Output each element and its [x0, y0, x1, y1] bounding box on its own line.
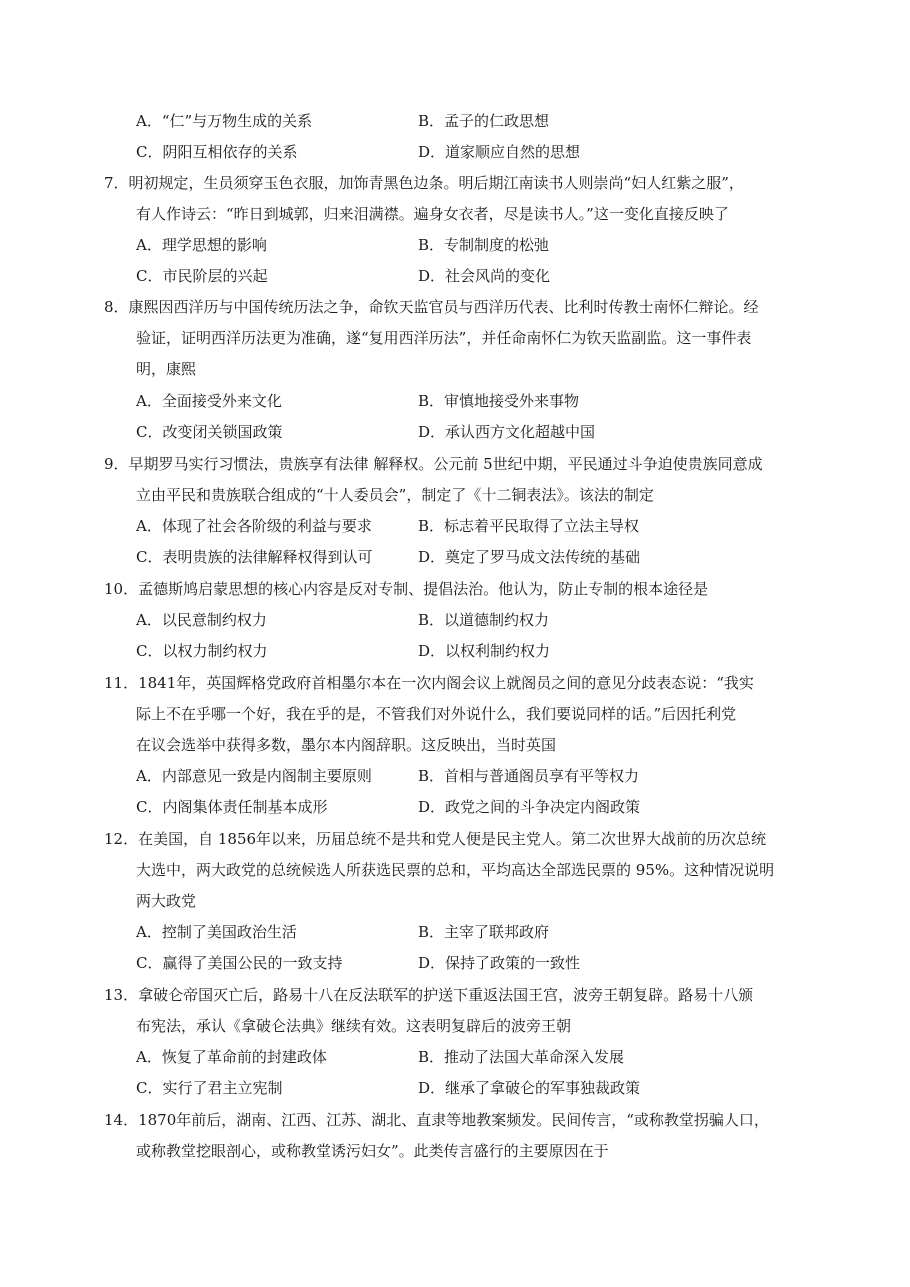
q8-stem-line-1: 8．康熙因西洋历与中国传统历法之争，命钦天监官员与西洋历代表、比利时传教士南怀仁辩论。经	[104, 298, 759, 316]
q12-stem-line-3: 两大政党	[136, 892, 197, 910]
q6-option-d: D．道家顺应自然的思想	[418, 143, 581, 161]
q8-option-b: B．审慎地接受外来事物	[418, 392, 580, 410]
q6-option-c: C．阴阳互相依存的关系	[136, 143, 298, 161]
q12-option-a: A．控制了美国政治生活	[136, 923, 297, 941]
q13-option-d: D．继承了拿破仑的军事独裁政策	[418, 1079, 641, 1097]
q7-option-a: A．理学思想的影响	[136, 236, 267, 254]
q10-stem-line-1: 10．孟德斯鸠启蒙思想的核心内容是反对专制、提倡法治。他认为，防止专制的根本途径是	[104, 580, 709, 598]
q10-option-b: B．以道德制约权力	[418, 611, 550, 629]
q13-stem-line-1: 13．拿破仑帝国灭亡后，路易十八在反法联军的护送下重返法国王宫，波旁王朝复辟。路易十八颁	[104, 986, 754, 1004]
q9-option-b: B．标志着平民取得了立法主导权	[418, 517, 640, 535]
q13-option-c: C．实行了君主立宪制	[136, 1079, 283, 1097]
q9-option-c: C．表明贵族的法律解释权得到认可	[136, 548, 373, 566]
q7-stem-line-2: 有人作诗云：“昨日到城郭，归来泪满襟。遍身女衣者，尽是读书人。”这一变化直接反映了	[136, 205, 729, 223]
q10-option-d: D．以权利制约权力	[418, 642, 551, 660]
q11-stem-line-2: 际上不在乎哪一个好，我在乎的是，不管我们对外说什么，我们要说同样的话。”后因托利党	[136, 705, 737, 723]
q8-option-c: C．改变闭关锁国政策	[136, 423, 283, 441]
q12-option-b: B．主宰了联邦政府	[418, 923, 550, 941]
q14-stem-line-2: 或称教堂挖眼剖心，或称教堂诱污妇女”。此类传言盛行的主要原因在于	[136, 1142, 609, 1160]
q12-option-d: D．保持了政策的一致性	[418, 954, 581, 972]
q11-option-b: B．首相与普通阁员享有平等权力	[418, 767, 640, 785]
q12-stem-line-2: 大选中，两大政党的总统候选人所获选民票的总和，平均高达全部选民票的 95%。这种情况说明	[136, 861, 775, 879]
q9-stem-line-2: 立由平民和贵族联合组成的“十人委员会”，制定了《十二铜表法》。该法的制定	[136, 486, 654, 504]
q12-option-c: C．赢得了美国公民的一致支持	[136, 954, 343, 972]
q8-stem-line-3: 明，康熙	[136, 360, 197, 378]
q10-option-c: C．以权力制约权力	[136, 642, 268, 660]
q13-stem-line-2: 布宪法，承认《拿破仑法典》继续有效。这表明复辟后的波旁王朝	[136, 1017, 572, 1035]
q12-stem-line-1: 12．在美国，自 1856年以来，历届总统不是共和党人便是民主党人。第二次世界大战前的历次总统	[104, 830, 767, 848]
q7-option-c: C．市民阶层的兴起	[136, 267, 268, 285]
q11-option-a: A．内部意见一致是内阁制主要原则	[136, 767, 372, 785]
q7-option-d: D．社会风尚的变化	[418, 267, 551, 285]
q8-option-a: A．全面接受外来文化	[136, 392, 282, 410]
q11-option-c: C．内阁集体责任制基本成形	[136, 798, 328, 816]
q8-stem-line-2: 验证，证明西洋历法更为准确，遂“复用西洋历法”，并任命南怀仁为钦天监副监。这一事件表	[136, 329, 752, 347]
q11-stem-line-1: 11．1841年，英国辉格党政府首相墨尔本在一次内阁会议上就阁员之间的意见分歧表态说：“我实	[104, 674, 754, 692]
q8-option-d: D．承认西方文化超越中国	[418, 423, 596, 441]
q9-stem-line-1: 9．早期罗马实行习惯法，贵族享有法律 解释权。公元前 5世纪中期，平民通过斗争迫使贵族同意成	[104, 455, 763, 473]
q9-option-a: A．体现了社会各阶级的利益与要求	[136, 517, 372, 535]
q11-option-d: D．政党之间的斗争决定内阁政策	[418, 798, 641, 816]
q7-stem-line-1: 7．明初规定，生员须穿玉色衣服，加饰青黑色边条。明后期江南读书人则崇尚“妇人红紫之服”，	[104, 174, 744, 192]
q11-stem-line-3: 在议会选举中获得多数，墨尔本内阁辞职。这反映出，当时英国	[136, 736, 557, 754]
q7-option-b: B．专制制度的松弛	[418, 236, 550, 254]
q14-stem-line-1: 14．1870年前后，湖南、江西、江苏、湖北、直隶等地教案频发。民间传言，“或称教堂拐骗人口，	[104, 1111, 769, 1129]
q13-option-a: A．恢复了革命前的封建政体	[136, 1048, 327, 1066]
q9-option-d: D．奠定了罗马成文法传统的基础	[418, 548, 641, 566]
q6-option-b: B．孟子的仁政思想	[418, 112, 550, 130]
q10-option-a: A．以民意制约权力	[136, 611, 267, 629]
q6-option-a: A．“仁”与万物生成的关系	[136, 112, 313, 130]
q13-option-b: B．推动了法国大革命深入发展	[418, 1048, 625, 1066]
